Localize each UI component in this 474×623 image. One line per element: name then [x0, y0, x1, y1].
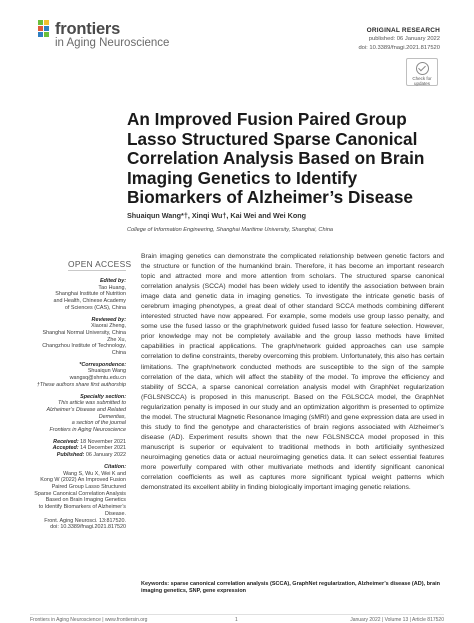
doi[interactable]: doi: 10.3389/fnagi.2021.817520 — [358, 44, 440, 51]
checkmark-icon — [416, 62, 429, 75]
reviewed-by: Xiaorai Zheng, Shanghai Normal University, China Zhe Xu, Changzhou Institute of Technology, China — [42, 323, 126, 357]
journal-name: in Aging Neuroscience — [55, 37, 170, 49]
footer-divider — [30, 614, 444, 615]
citation-label: Citation: — [104, 463, 126, 470]
accepted-date: 14 December 2021 — [80, 445, 126, 452]
equal-contribution-note: †These authors share first authorship — [36, 381, 126, 388]
received-date: 18 November 2021 — [80, 438, 126, 445]
keywords: Keywords: sparse canonical correlation analysis (SCCA), GraphNet regularization, Alzheimer’s disease (AD), brain imaging genetics, SNP, gene expression — [141, 581, 441, 594]
correspondence[interactable]: Shuaiqun Wang wangsq@shmtu.edu.cn — [69, 368, 126, 382]
article-type: ORIGINAL RESEARCH — [366, 27, 440, 34]
check-updates-button[interactable] — [406, 58, 438, 86]
article-meta — [280, 27, 440, 52]
check-updates-label: Check for updates — [412, 76, 432, 86]
divider — [68, 270, 126, 271]
open-access-label: OPEN ACCESS — [68, 259, 132, 269]
edited-by-label: Edited by: — [99, 278, 126, 284]
journal-logo[interactable] — [37, 19, 247, 53]
specialty-section: This article was submitted to Alzheimer’s Disease and Related Dementias, a section of the journal Frontiers in Aging Neuroscience — [46, 400, 126, 434]
published-date-sidebar: 06 January 2022 — [85, 452, 126, 459]
abstract-text: Brain imaging genetics can demonstrate the complicated relationship between genetic factors and the structure or function of the humankind brain. Therefore, it has become an important research topic and attracted more and more attention from scholars. The structured sparse canonical correlation analysis (SCCA) model has been widely used to identify the association between brain image data and genetic data in imaging genetics. To investigate the intricate genetic basis of cerebrum imaging phenotypes, a great deal of other standard SCCA methods combining different interested structed have now appeared. For example, some models use group lasso penalty, and some use the fused lasso or the graph/network guided fused lasso for feature selection. However, prior knowledge may not be completely available and the group lasso methods have limited capabilities in practical applications. The graph/network guided approaches can use sample correlation to define constraints, thereby overcoming this problem. Unfortunately, this also has certain limitations. The graph/network conducted methods are susceptible to the sign of the sample correlation of the data, which will affect the stability of the model. To improve the efficiency and stability of SCCA, a sparse canonical correlation analysis model with GraphNet regularization (FGLSNSCCA) is proposed in this manuscript. Based on the FGLSCCA model, the GraphNet regularization penalty is imposed in our study and an optimization algorithm is presented to optimize the model. The structural Magnetic Resonance Imaging (sMRI) and gene expression data are used in this study to find the genotype and characteristics of brain regions associated with Alzheimer’s disease (AD). Experiment results shown that the new FGLSNSCCA model proposed in this manuscript is superior or equivalent to traditional methods in both artificially synthesized neuroimaging genetics data or actual neuroimaging genetics data. It can select essential features more powerfully compared with other multivariate methods and identify significant canonical correlation coefficients as well as captures more significant typical weight patterns which demonstrated its excellent ability in finding biologically important imaging genetic relations. — [141, 253, 444, 492]
publisher-name: frontiers — [55, 20, 121, 38]
accepted-label: Accepted: — [52, 445, 79, 452]
affiliation: College of Information Engineering, Shanghai Maritime University, Shanghai, China — [127, 227, 334, 233]
published-date: published: 06 January 2022 — [368, 36, 440, 43]
author-list: Shuaiqun Wang*†, Xinqi Wu†, Kai Wei and Wei Kong — [127, 211, 307, 220]
citation: Wang S, Wu X, Wei K and Kong W (2022) An Improved Fusion Paired Group Lasso Structured Sparse Canonical Correlation Analysis Based on Brain Imaging Genetics to Identify Biomarkers of Alzheimer’s Disease. Front. Aging Neurosci. 13:817520. doi: 10.3389/fnagi.2021.817520 — [34, 470, 126, 531]
frontiers-logo-icon — [37, 19, 53, 41]
footer-journal[interactable]: Frontiers in Aging Neuroscience | www.frontiersin.org — [30, 617, 148, 623]
published-label: Published: — [56, 452, 85, 459]
footer-issue: January 2022 | Volume 13 | Article 817520 — [350, 617, 444, 623]
specialty-label: Specialty section: — [80, 393, 126, 400]
page-number: 1 — [235, 617, 238, 623]
reviewed-by-label: Reviewed by: — [91, 316, 126, 323]
received-label: Received: — [53, 438, 79, 445]
edited-by: Tao Huang, Shanghai Institute of Nutrition and Health, Chinese Academy of Sciences (CAS), China — [53, 284, 126, 311]
correspondence-label: *Correspondence: — [79, 361, 126, 368]
article-title: An Improved Fusion Paired Group Lasso Structured Sparse Canonical Correlation Analysis Based on Brain Imaging Genetics to Identify Biomarkers of Alzheimer’s Disease — [127, 109, 425, 207]
article-sidebar — [30, 278, 126, 536]
